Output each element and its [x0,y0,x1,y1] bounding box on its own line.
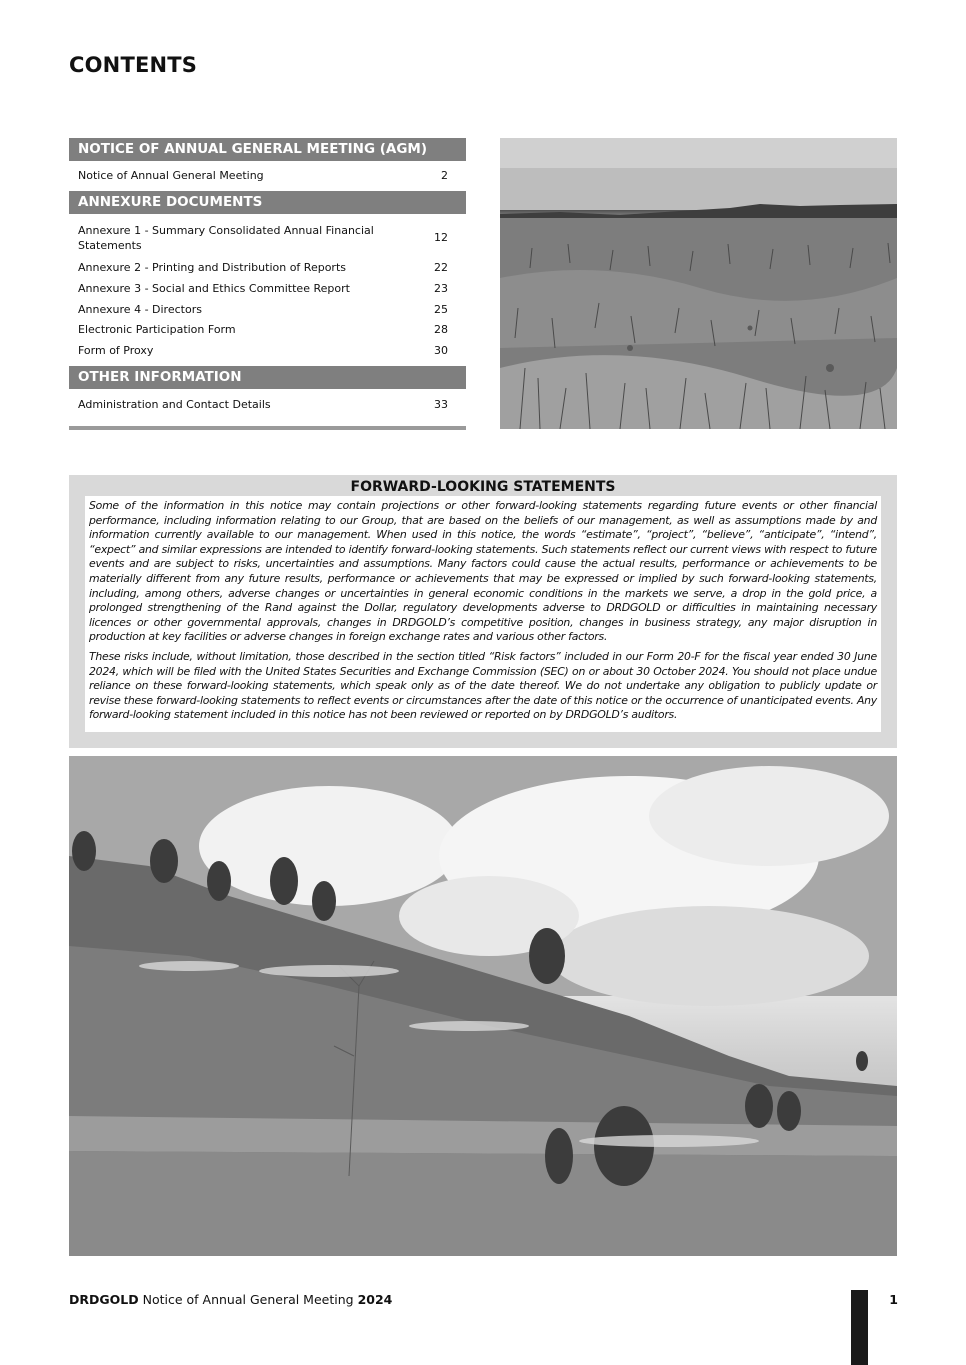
toc-item-label: Annexure 1 - Summary Consolidated Annual Financial Statements [78,223,374,252]
footer-title: Notice of Annual General Meeting [142,1292,354,1307]
grassland-illustration [500,138,897,429]
toc-item-label: Annexure 3 - Social and Ethics Committee Report [78,281,350,295]
forward-looking-title: FORWARD-LOOKING STATEMENTS [350,479,616,495]
page-number: 1 [889,1292,898,1307]
toc-item[interactable] [69,220,466,256]
forward-looking-body [85,496,881,732]
toc-section-annexures [69,191,466,366]
toc-section-heading: NOTICE OF ANNUAL GENERAL MEETING (AGM) [69,138,466,161]
footer [69,1292,392,1307]
forward-looking-paragraph: These risks include, without limitation, those described in the section titled “Risk factors” included in our Form 20-F for the fiscal year ended 30 June 2024, which will be filed with the United States Securities and Exchange Commission (SEC) on or about 30 October 2024. You should not place undue reliance on these forward-looking statements, which speak only as of the date thereof. We do not undertake any obligation to publicly update or revise these forward-looking statements to reflect events or circumstances after the date of this notice or the occurrence of unanticipated events. Any forward-looking statement included in this notice has not been reviewed or reported on by DRDGOLD’s auditors. [89,649,877,722]
toc-item[interactable] [69,395,466,416]
forward-looking-statements-box [69,475,897,748]
toc-item-label: Electronic Participation Form [78,323,236,337]
toc-item-page: 28 [434,323,448,337]
toc-section-agm [69,138,466,191]
toc-item-page: 12 [434,231,448,245]
footer-year: 2024 [357,1292,393,1307]
toc-item[interactable] [69,299,466,320]
toc-item-label: Annexure 4 - Directors [78,302,202,316]
toc-item[interactable] [69,165,466,186]
toc-item-label: Form of Proxy [78,343,154,357]
toc-item[interactable] [69,319,466,340]
toc-item[interactable] [69,278,466,299]
footer-brand: DRDGOLD [69,1292,139,1307]
toc-section-heading: ANNEXURE DOCUMENTS [69,191,466,214]
toc-item-label: Annexure 2 - Printing and Distribution of Reports [78,261,346,275]
contents-table [69,138,466,430]
toc-item-page: 25 [434,302,448,316]
toc-item-label: Notice of Annual General Meeting [78,168,264,182]
toc-bottom-rule [69,426,466,430]
hillside-photo [69,756,897,1256]
toc-item-page: 30 [434,343,448,357]
hillside-illustration [69,756,897,1256]
grassland-photo [500,138,897,429]
toc-item[interactable] [69,340,466,361]
toc-item-page: 2 [441,168,448,182]
toc-item[interactable] [69,258,466,279]
toc-item-page: 23 [434,281,448,295]
footer-page-tab [851,1290,868,1365]
page-title: CONTENTS [69,53,198,77]
forward-looking-paragraph: Some of the information in this notice may contain projections or other forward-looking statements regarding future events or other financial performance, including information relating to our Group, that are based on the beliefs of our management, as well as assumptions made by and information currently available to our management. When used in this notice, the words “estimate”, “project”, “believe”, “anticipate”, “intend”, “expect” and similar expressions are intended to identify forward-looking statements. Such statements reflect our current views with respect to future events and are subject to risks, uncertainties and assumptions. Many factors could cause the actual results, performance or achievements to be materially different from any future results, performance or achievements that may be expressed or implied by such forward-looking statements, including, among others, adverse changes or uncertainties in general economic conditions in the markets we serve, a drop in the gold price, a prolonged strengthening of the Rand against the Dollar, regulatory developments adverse to DRDGOLD or difficulties in maintaining necessary licences or other governmental approvals, changes in DRDGOLD’s competitive position, changes in business strategy, any major disruption in production at key facilities or adverse changes in foreign exchange rates and various other factors. [89,499,877,644]
toc-section-other [69,366,466,421]
toc-section-heading: OTHER INFORMATION [69,366,466,389]
toc-item-page: 33 [434,398,448,412]
toc-item-label: Administration and Contact Details [78,398,271,412]
toc-item-page: 22 [434,261,448,275]
